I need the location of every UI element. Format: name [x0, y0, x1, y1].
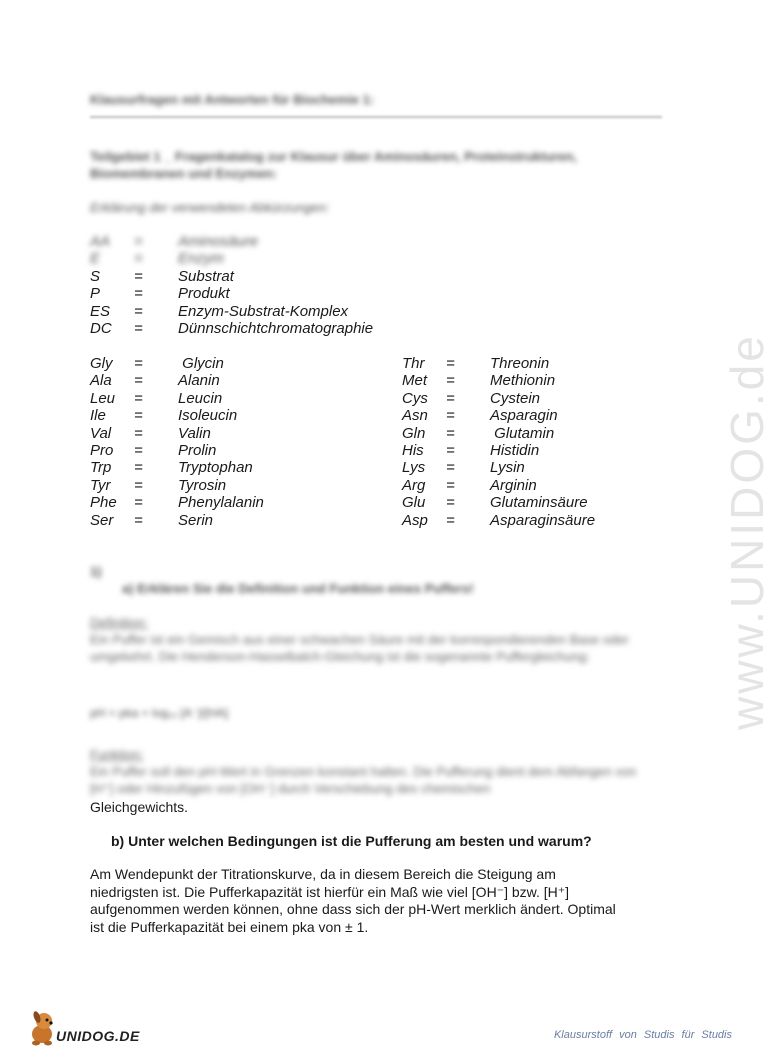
- amino-acid-name: Prolin: [178, 442, 217, 459]
- amino-acid-code: Met: [402, 372, 428, 390]
- amino-acid-code: Ala: [90, 372, 112, 390]
- amino-acid-name: Valin: [178, 424, 211, 442]
- equals-sign: =: [134, 442, 143, 459]
- amino-acid-name: Cystein: [490, 389, 541, 407]
- amino-acid-name: Leucin: [178, 389, 223, 407]
- amino-acid-code: Tyr: [90, 476, 111, 494]
- answer-line: niedrigsten ist. Die Pufferkapazität ist hierfür ein Maß wie viel [OH⁻] bzw. [H⁺]: [90, 883, 570, 900]
- equals-sign: =: [446, 459, 455, 477]
- amino-acid-code: Asp: [402, 511, 428, 529]
- amino-acid-name: Asparaginsäure: [490, 511, 596, 529]
- equals-sign: =: [446, 355, 455, 372]
- amino-acid-name: Serin: [178, 511, 214, 529]
- title-underline: [90, 116, 662, 118]
- abbreviation-code: P: [90, 285, 101, 303]
- amino-acid-code: His: [402, 442, 424, 459]
- equals-sign: =: [446, 494, 455, 512]
- equals-sign: =: [134, 389, 143, 407]
- logo-text: UNIDOG.DE: [56, 1028, 140, 1044]
- abbreviation-meaning: Enzym-Substrat-Komplex: [178, 302, 349, 320]
- equals-sign: =: [446, 424, 455, 442]
- question-number: 1): [90, 564, 102, 579]
- amino-acid-name: Isoleucin: [178, 407, 238, 425]
- abbreviations-intro: Erklärung der verwendeten Abkürzungen:: [90, 200, 330, 215]
- abbreviation-meaning: Aminosäure: [178, 233, 259, 250]
- abbreviation-meaning: Dünnschichtchromatographie: [178, 320, 374, 337]
- equals-sign: =: [134, 407, 143, 425]
- abbreviation-code: AA: [90, 233, 111, 250]
- amino-acid-code: Cys: [402, 389, 428, 407]
- abbreviation-meaning: Substrat: [178, 267, 234, 285]
- abbreviation-code: S: [90, 267, 101, 285]
- amino-acid-name: Asparagin: [490, 407, 558, 425]
- section-heading: Teilgebiet 1 _ Fragenkatalog zur Klausur über Aminosäuren, Proteinstrukturen, Biomembranen und Enzymen:: [90, 149, 577, 181]
- amino-acid-code: Pro: [90, 442, 114, 459]
- dog-icon: [26, 1008, 60, 1048]
- amino-acid-name: Glycin: [178, 355, 224, 372]
- equals-sign: =: [446, 442, 455, 459]
- equals-sign: =: [134, 320, 143, 337]
- watermark: [692, 270, 773, 730]
- amino-acid-name: Tyrosin: [178, 476, 227, 494]
- equals-sign: =: [134, 424, 143, 442]
- amino-acid-code: Trp: [90, 459, 112, 477]
- answer-1b: [90, 866, 650, 936]
- henderson-hasselbalch-formula: pH = pka + log₁₀ [A⁻]/[HA]: [90, 706, 229, 720]
- amino-acid-code: Val: [90, 424, 112, 442]
- amino-acid-name: Arginin: [490, 476, 537, 494]
- amino-acid-code: Glu: [402, 494, 426, 512]
- amino-acid-code: Asn: [402, 407, 428, 425]
- amino-acid-code: Arg: [402, 476, 426, 494]
- equals-sign: =: [134, 476, 143, 494]
- function-label: Funktion:: [90, 747, 144, 762]
- amino-acid-code: Thr: [402, 355, 425, 372]
- definition-label: Definition:: [90, 615, 148, 630]
- equals-sign: =: [134, 233, 143, 250]
- amino-acid-name: Glutaminsäure: [490, 494, 588, 512]
- equals-sign: =: [134, 302, 143, 320]
- amino-acid-name: Phenylalanin: [178, 494, 264, 512]
- answer-line: aufgenommen werden können, ohne dass sich der pH-Wert merklich ändert. Optimal: [90, 901, 616, 917]
- equals-sign: =: [134, 250, 143, 268]
- equals-sign: =: [446, 407, 455, 425]
- question-1b-title: b) Unter welchen Bedingungen ist die Pufferung am besten und warum?: [111, 833, 592, 849]
- abbreviation-code: DC: [90, 320, 112, 337]
- function-text: Ein Puffer soll den pH-Wert in Grenzen konstant halten. Die Pufferung dient dem Abfangen von [H⁺] oder Hinzufügen von [OH⁻] durch Verschiebung des chemischen: [90, 764, 637, 796]
- unidog-logo[interactable]: [26, 1008, 156, 1048]
- definition-text: Ein Puffer ist ein Gemisch aus einer schwachen Säure mit der korrespondierenden Base oder umgekehrt. Die Henderson-Hasselbalch-Gleichung ist die sogenannte Puffergleichung:: [90, 632, 629, 664]
- function-block: [90, 746, 650, 797]
- question-1a-title: a) Erklären Sie die Definition und Funktion eines Puffers!: [122, 581, 474, 596]
- amino-acid-code: Gln: [402, 424, 426, 442]
- amino-acid-name: Threonin: [490, 355, 550, 372]
- equals-sign: =: [134, 372, 143, 390]
- equals-sign: =: [134, 355, 143, 372]
- amino-acid-code: Phe: [90, 494, 117, 512]
- amino-acid-name: Alanin: [178, 372, 220, 390]
- definition-block: [90, 614, 650, 665]
- amino-acid-name: Tryptophan: [178, 459, 253, 477]
- equals-sign: =: [134, 267, 143, 285]
- abbreviation-meaning: Enzym: [178, 250, 224, 268]
- amino-acid-code: Lys: [402, 459, 426, 477]
- equals-sign: =: [446, 511, 455, 529]
- equals-sign: =: [446, 389, 455, 407]
- amino-acid-code: Gly: [90, 355, 113, 372]
- amino-acid-code: Ile: [90, 407, 106, 425]
- equals-sign: =: [446, 372, 455, 390]
- answer-line: ist die Pufferkapazität bei einem pka von ± 1.: [90, 918, 369, 935]
- equals-sign: =: [134, 511, 143, 529]
- footer-tagline: Klausurstoff von Studis für Studis: [553, 1029, 732, 1041]
- equals-sign: =: [134, 494, 143, 512]
- amino-acid-name: Lysin: [490, 459, 525, 477]
- equals-sign: =: [134, 459, 143, 477]
- amino-acid-code: Leu: [90, 389, 116, 407]
- watermark-text: www.UNIDOG.de: [721, 333, 773, 730]
- amino-acid-name: Histidin: [490, 442, 540, 459]
- amino-acid-name: Methionin: [490, 372, 556, 390]
- equals-sign: =: [134, 285, 143, 303]
- equals-sign: =: [446, 476, 455, 494]
- answer-line: Am Wendepunkt der Titrationskurve, da in diesem Bereich die Steigung am: [90, 866, 556, 882]
- amino-acid-name: Glutamin: [490, 424, 555, 442]
- function-text-tail: Gleichgewichts.: [90, 799, 189, 815]
- amino-acid-code: Ser: [90, 511, 114, 529]
- document-title: Klausurfragen mit Antworten für Biochemie 1:: [90, 92, 375, 107]
- abbreviation-meaning: Produkt: [178, 285, 230, 303]
- abbreviation-code: ES: [90, 302, 111, 320]
- abbreviation-code: E: [90, 250, 101, 268]
